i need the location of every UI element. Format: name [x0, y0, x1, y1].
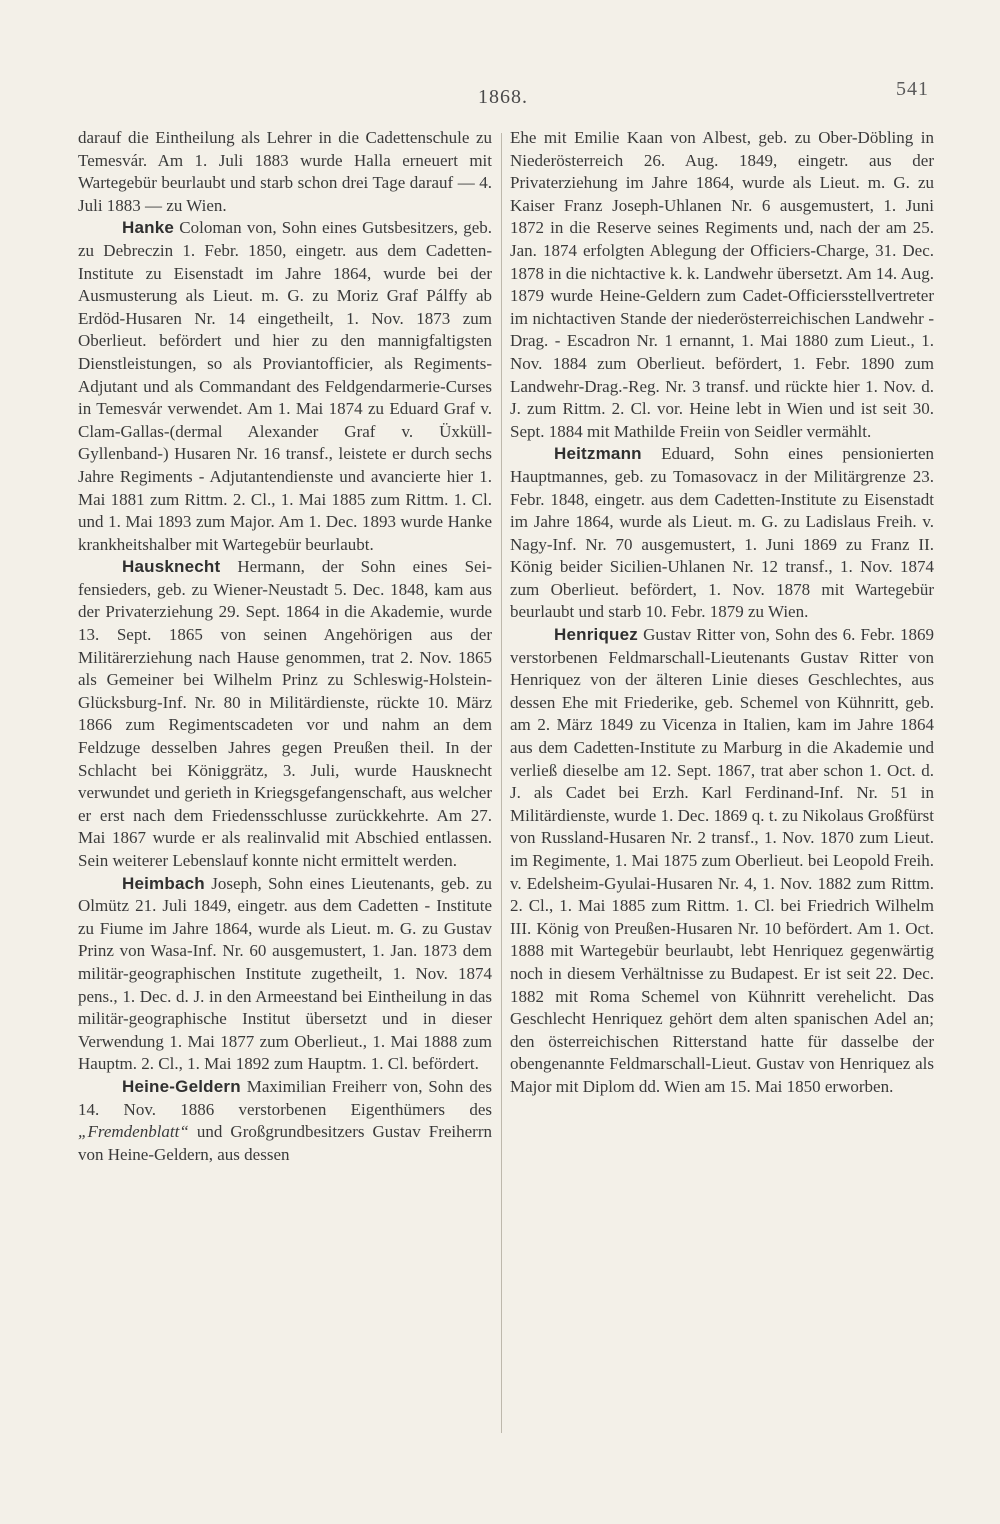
entry-hausknecht: Hausknecht Hermann, der Sohn eines Seifensieders, geb. zu Wiener-Neustadt 5. Dec. 1848, kam aus der Privaterziehung 29. Sept. 1864 in die Akademie, wurde 13. Sept. 1865 von seinen Angehörigen aus der Militärerziehung nach Hause genommen, trat 2. Nov. 1865 als Gemeiner bei Wilhelm Prinz zu Schleswig-Holstein-Glücksburg-Inf. Nr. 80 in Militärdienste, rückte 10. März 1866 zum Regimentscadeten vor und nahm an dem Feldzuge desselben Jahres gegen Preußen theil. In der Schlacht bei Königgrätz, 3. Juli, wurde Hausknecht verwundet und gerieth in Kriegsgefangenschaft, aus welcher er erst nach dem Friedensschlusse zurückkehrte. Am 27. Mai 1867 wurde er als realinvalid mit Abschied entlassen. Sein weiterer Lebenslauf konnte nicht ermittelt werden.	[78, 557, 492, 870]
entry-name: Heimbach	[122, 873, 205, 893]
entry-hanke: Hanke Coloman von, Sohn eines Gutsbesitzers, geb. zu Debreczin 1. Febr. 1850, eingetr. aus dem Cadetten-Institute zu Eisenstadt im Jahre 1864, wurde bei der Ausmusterung als Lieut. m. G. zu Moriz Graf Pálffy ab Erdöd-Husaren Nr. 14 eingetheilt, 1. Nov. 1873 zum Oberlieut. befördert und hier zu den mannigfaltigsten Dienstleistungen, so als Proviantofficier, als Regiments-Adjutant und als Commandant des Feldgendarmerie-Curses in Temesvár verwendet. Am 1. Mai 1874 zu Eduard Graf v. Clam-Gallas-(dermal Alexander Graf v. Üxküll-Gyllenband-) Husaren Nr. 16 transf., leistete er durch sechs Jahre Regiments - Adjutantendienste und avancierte hier 1. Mai 1881 zum Rittm. 2. Cl., 1. Mai 1885 zum Rittm. 1. Cl. und 1. Mai 1893 zum Major. Am 1. Dec. 1893 wurde Hanke krankheitshalber mit Wartegebür beurlaubt.	[78, 218, 492, 554]
running-head-year: 1868.	[478, 86, 528, 108]
page-number: 541	[896, 78, 929, 100]
entry-name: Heitzmann	[554, 444, 642, 464]
entry-heitzmann: Heitzmann Eduard, Sohn eines pensionierten Hauptmannes, geb. zu Tomasovacz in der Militärgrenze 23. Febr. 1848, eingetr. aus dem Cadetten-Institute zu Eisenstadt im Jahre 1864, wurde als Lieut. m. G. zu Ladislaus Freih. v. Nagy-Inf. Nr. 70 ausgemustert, 1. Juni 1869 zu Franz II. König beider Sicilien-Uhlanen Nr. 12 transf., 1. Nov. 1874 zum Oberlieut. befördert, 1. Nov. 1878 mit Wartegebür beurlaubt und starb 10. Febr. 1879 zu Wien.	[510, 444, 934, 622]
entry-continuation-heine-geldern: Ehe mit Emilie Kaan von Albest, geb. zu Ober-Döbling in Niederösterreich 26. Aug. 1849, eingetr. aus der Privaterziehung im Jahre 1864, wurde als Lieut. m. G. zu Kaiser Franz Joseph-Uhlanen Nr. 6 ausgemustert, 1. Juni 1872 in die Reserve seines Regiments und, nach der am 25. Jan. 1874 erfolgten Ablegung der Officiers-Charge, 31. Dec. 1878 in die nichtactive k. k. Landwehr übersetzt. Am 14. Aug. 1879 wurde Heine-Geldern zum Cadet-Officiersstellvertreter im nichtactiven Stande der niederösterreichischen Landwehr - Drag. - Escadron Nr. 1 ernannt, 1. Mai 1880 zum Lieut., 1. Nov. 1884 zum Oberlieut. befördert, 1. Febr. 1890 zum Landwehr-Drag.-Reg. Nr. 3 transf. und rückte hier 1. Nov. d. J. zum Rittm. 2. Cl. vor. Heine lebt in Wien und ist seit 30. Sept. 1884 mit Mathilde Freiin von Seidler vermählt.	[510, 128, 934, 441]
entry-heimbach: Heimbach Joseph, Sohn eines Lieutenants, geb. zu Olmütz 21. Juli 1849, eingetr. aus dem Cadetten - Institute zu Fiume im Jahre 1864, wurde als Lieut. m. G. zu Gustav Prinz von Wasa-Inf. Nr. 60 ausgemustert, 1. Jan. 1873 dem militär-geographischen Institute zugetheilt, 1. Nov. 1874 pens., 1. Dec. d. J. in den Armeestand bei Eintheilung in das militär-geographische Institut übersetzt und in dieser Verwendung 1. Mai 1877 zum Oberlieut., 1. Mai 1888 zum Hauptm. 2. Cl., 1. Mai 1892 zum Hauptm. 1. Cl. befördert.	[78, 873, 492, 1074]
entry-heine-geldern: Heine-Geldern Maximilian Freiherr von, Sohn des 14. Nov. 1886 verstorbenen Eigenthümers des „Fremdenblatt“ und Großgrundbesitzers Gustav Freiherrn von Heine-Geldern, aus dessen	[78, 1076, 492, 1164]
entry-name: Henriquez	[554, 625, 638, 645]
right-column	[510, 127, 934, 1099]
left-column	[78, 127, 492, 1166]
column-divider	[501, 133, 502, 1433]
entry-continuation-halla: darauf die Eintheilung als Lehrer in die Cadettenschule zu Temesvár. Am 1. Juli 1883 wurde Halla erneuert mit Wartegebür beurlaubt und starb schon drei Tage darauf — 4. Juli 1883 — zu Wien.	[78, 128, 492, 215]
entry-henriquez: Henriquez Gustav Ritter von, Sohn des 6. Febr. 1869 verstorbenen Feldmarschall-Lieutenants Gustav Ritter von Henriquez von der älteren Linie dieses Geschlechtes, aus dessen Ehe mit Friederike, geb. Schemel von Kühnritt, geb. am 2. März 1849 zu Vicenza in Italien, kam im Jahre 1864 aus dem Cadetten-Institute zu Marburg in die Akademie und verließ dieselbe am 12. Sept. 1867, trat aber schon 1. Oct. d. J. als Cadet bei Erzh. Karl Ferdinand-Inf. Nr. 51 in Militärdienste, wurde 1. Dec. 1869 q. t. zu Nikolaus Großfürst von Russland-Husaren Nr. 2 transf., 1. Nov. 1870 zum Lieut. im Regimente, 1. Mai 1875 zum Oberlieut. bei Leopold Freih. v. Edelsheim-Gyulai-Husaren Nr. 4, 1. Nov. 1882 zum Rittm. 2. Cl., 1. Mai 1885 zum Rittm. 1. Cl. bei Friedrich Wilhelm III. König von Preußen-Husaren Nr. 10 befördert. Am 1. Oct. 1888 mit Wartegebür beurlaubt, lebt Henriquez gegenwärtig noch in diesem Verhältnisse zu Budapest. Er ist seit 22. Dec. 1882 mit Roma Schemel von Kühnritt verehelicht. Das Geschlecht Henriquez gehört dem alten spanischen Adel an; den österreichischen Ritterstand hatte für dasselbe der obengenannte Feldmarschall-Lieut. Gustav von Henriquez als Major mit Diplom dd. Wien am 15. Mai 1850 erworben.	[510, 625, 935, 1096]
entry-name: Hausknecht	[122, 557, 221, 577]
entry-name: Heine-Geldern	[122, 1076, 241, 1096]
entry-name: Hanke	[122, 218, 175, 238]
running-head	[0, 78, 1000, 116]
newspaper-title: „Fremdenblatt“	[78, 1122, 189, 1142]
